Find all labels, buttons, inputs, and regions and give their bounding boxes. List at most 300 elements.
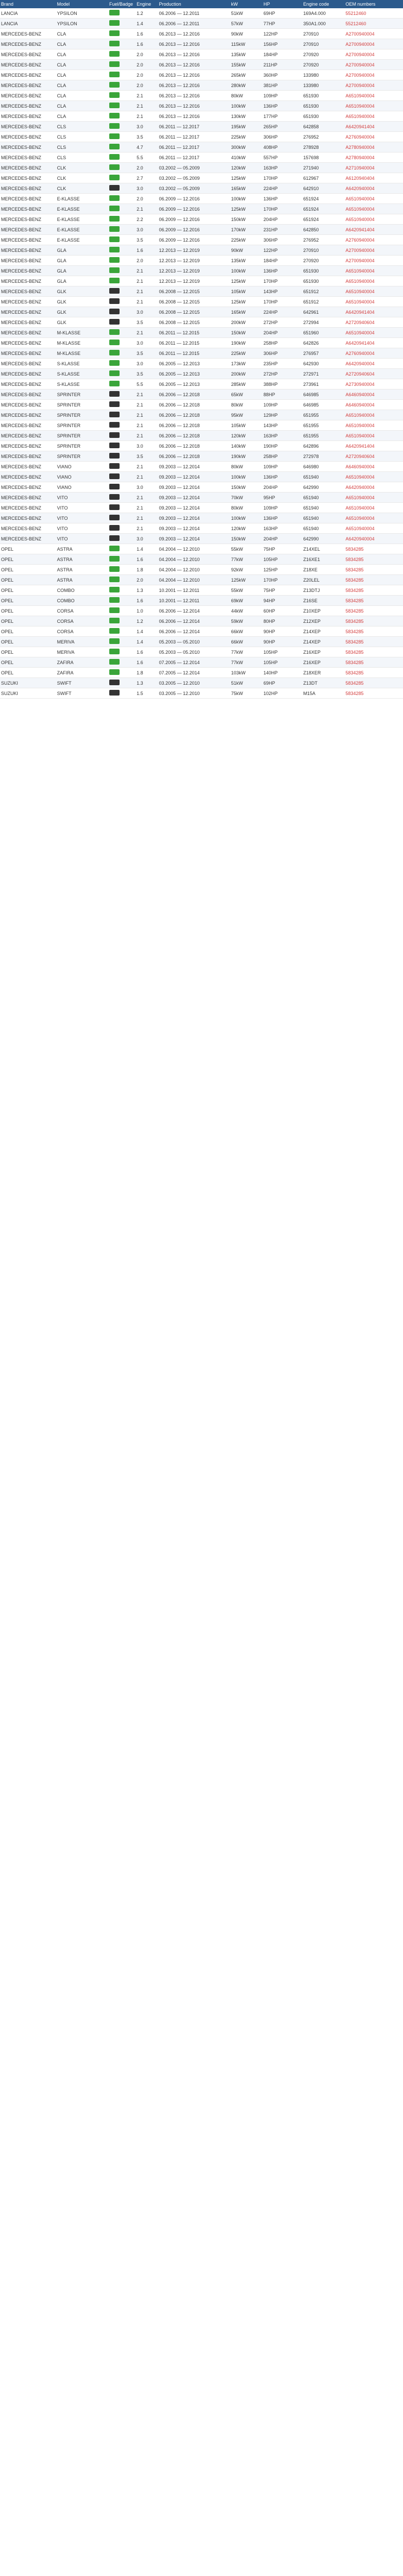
table-row <box>0 657 403 668</box>
table-cell: MERCEDES-BENZ <box>0 204 56 214</box>
table-row <box>0 565 403 575</box>
fuel-badge-icon <box>109 587 120 592</box>
table-cell: 100kW <box>230 472 262 482</box>
table-row <box>0 297 403 307</box>
table-cell: MERCEDES-BENZ <box>0 493 56 503</box>
fuel-badge-cell <box>108 225 136 235</box>
table-cell: MERCEDES-BENZ <box>0 328 56 338</box>
table-cell: OPEL <box>0 647 56 657</box>
table-cell: 77kW <box>230 657 262 668</box>
table-cell: 5834285 <box>345 565 403 575</box>
table-cell: A2720940604 <box>345 369 403 379</box>
fuel-badge-cell <box>108 647 136 657</box>
table-cell: 150kW <box>230 534 262 544</box>
table-cell: 155kW <box>230 60 262 70</box>
table-cell: CLS <box>56 122 108 132</box>
table-cell: MERCEDES-BENZ <box>0 60 56 70</box>
table-cell: 109HP <box>262 462 302 472</box>
table-cell: 44kW <box>230 606 262 616</box>
table-cell: A2700940004 <box>345 256 403 266</box>
table-cell: 09.2003 — 12.2014 <box>158 523 230 534</box>
table-cell: OPEL <box>0 565 56 575</box>
fuel-badge-cell <box>108 400 136 410</box>
table-cell: GLK <box>56 286 108 297</box>
table-cell: 651955 <box>302 420 344 431</box>
table-cell: Z12XEP <box>302 616 344 626</box>
table-cell: 1.8 <box>136 668 158 678</box>
table-cell: 5834285 <box>345 647 403 657</box>
table-cell: 3.0 <box>136 534 158 544</box>
table-cell: 125kW <box>230 204 262 214</box>
fuel-badge-icon <box>109 236 120 242</box>
fuel-badge-icon <box>109 535 120 541</box>
table-cell: 06.2005 — 12.2013 <box>158 359 230 369</box>
table-row <box>0 101 403 111</box>
table-cell: MERCEDES-BENZ <box>0 194 56 204</box>
table-cell: A6510940004 <box>345 111 403 122</box>
fuel-badge-icon <box>109 556 120 562</box>
table-cell: A6120940404 <box>345 173 403 183</box>
table-cell: 224HP <box>262 307 302 317</box>
fuel-badge-cell <box>108 544 136 554</box>
table-cell: 173kW <box>230 359 262 369</box>
table-cell: 225kW <box>230 235 262 245</box>
table-cell: MERCEDES-BENZ <box>0 214 56 225</box>
fuel-badge-icon <box>109 92 120 98</box>
table-cell: 06.2008 — 12.2015 <box>158 297 230 307</box>
table-cell: 2.1 <box>136 513 158 523</box>
parts-application-page <box>0 0 403 699</box>
table-cell: 200kW <box>230 369 262 379</box>
table-cell: 410kW <box>230 152 262 163</box>
fuel-badge-cell <box>108 493 136 503</box>
table-cell: 270920 <box>302 256 344 266</box>
table-cell: MERCEDES-BENZ <box>0 163 56 173</box>
table-cell: 06.2011 — 12.2017 <box>158 152 230 163</box>
fuel-badge-cell <box>108 235 136 245</box>
fuel-badge-icon <box>109 515 120 520</box>
table-row <box>0 369 403 379</box>
table-cell: MERCEDES-BENZ <box>0 338 56 348</box>
table-row <box>0 348 403 359</box>
table-cell: LANCIA <box>0 19 56 29</box>
fuel-badge-icon <box>109 381 120 386</box>
table-row <box>0 668 403 678</box>
fuel-badge-cell <box>108 431 136 441</box>
table-cell: A6510940004 <box>345 101 403 111</box>
table-cell: SUZUKI <box>0 678 56 688</box>
table-cell: S-KLASSE <box>56 359 108 369</box>
fuel-badge-icon <box>109 391 120 397</box>
fuel-badge-icon <box>109 649 120 654</box>
fuel-badge-icon <box>109 267 120 273</box>
table-row <box>0 379 403 389</box>
table-cell: 105kW <box>230 420 262 431</box>
table-cell: GLK <box>56 307 108 317</box>
table-cell: MERCEDES-BENZ <box>0 513 56 523</box>
table-cell: A6510940004 <box>345 328 403 338</box>
table-row <box>0 266 403 276</box>
table-cell: 612967 <box>302 173 344 183</box>
fuel-badge-icon <box>109 546 120 551</box>
table-cell: A6510940004 <box>345 194 403 204</box>
table-row <box>0 503 403 513</box>
fuel-badge-icon <box>109 309 120 314</box>
table-cell: 272994 <box>302 317 344 328</box>
table-cell: 10.2001 — 12.2011 <box>158 585 230 596</box>
table-cell: 120kW <box>230 523 262 534</box>
table-cell: MERCEDES-BENZ <box>0 173 56 183</box>
table-cell: 09.2003 — 12.2014 <box>158 534 230 544</box>
table-cell: MERCEDES-BENZ <box>0 297 56 307</box>
table-row <box>0 596 403 606</box>
table-cell: 55212460 <box>345 8 403 19</box>
table-row <box>0 400 403 410</box>
table-cell: CLS <box>56 152 108 163</box>
fuel-badge-icon <box>109 525 120 531</box>
table-cell: 2.0 <box>136 70 158 80</box>
table-cell: 06.2011 — 12.2017 <box>158 122 230 132</box>
table-cell: 04.2004 — 12.2010 <box>158 554 230 565</box>
table-cell: 1.4 <box>136 626 158 637</box>
table-cell: 1.3 <box>136 678 158 688</box>
table-cell: 12.2013 — 12.2019 <box>158 276 230 286</box>
column-header: Model <box>56 0 108 8</box>
fuel-badge-cell <box>108 19 136 29</box>
table-row <box>0 49 403 60</box>
table-cell: 12.2013 — 12.2019 <box>158 245 230 256</box>
table-cell: 211HP <box>262 60 302 70</box>
table-cell: 09.2003 — 12.2014 <box>158 503 230 513</box>
table-cell: 06.2006 — 12.2018 <box>158 410 230 420</box>
table-cell: 170kW <box>230 225 262 235</box>
table-cell: 06.2009 — 12.2016 <box>158 194 230 204</box>
fuel-badge-cell <box>108 245 136 256</box>
table-cell: 06.2009 — 12.2016 <box>158 214 230 225</box>
table-row <box>0 163 403 173</box>
table-cell: SWIFT <box>56 678 108 688</box>
table-cell: 642896 <box>302 441 344 451</box>
table-cell: 2.7 <box>136 173 158 183</box>
table-cell: 75kW <box>230 688 262 699</box>
table-cell: ASTRA <box>56 554 108 565</box>
table-cell: 204HP <box>262 214 302 225</box>
table-cell: 109HP <box>262 503 302 513</box>
table-row <box>0 451 403 462</box>
table-cell: 270910 <box>302 29 344 39</box>
table-row <box>0 91 403 101</box>
table-cell: A6420940004 <box>345 183 403 194</box>
fuel-badge-cell <box>108 317 136 328</box>
table-cell: A2730940004 <box>345 379 403 389</box>
table-cell: 06.2009 — 12.2016 <box>158 225 230 235</box>
table-cell: 1.6 <box>136 657 158 668</box>
table-cell: 184HP <box>262 256 302 266</box>
table-cell: 57kW <box>230 19 262 29</box>
fuel-badge-icon <box>109 164 120 170</box>
table-cell: A6510940004 <box>345 410 403 420</box>
table-cell: 156HP <box>262 39 302 49</box>
table-cell: 270920 <box>302 60 344 70</box>
table-cell: 80kW <box>230 503 262 513</box>
table-cell: 276957 <box>302 348 344 359</box>
table-cell: 135kW <box>230 256 262 266</box>
table-cell: 03.2005 — 12.2010 <box>158 678 230 688</box>
table-row <box>0 462 403 472</box>
table-cell: 190HP <box>262 441 302 451</box>
table-cell: OPEL <box>0 657 56 668</box>
table-cell: CLS <box>56 132 108 142</box>
table-cell: E-KLASSE <box>56 204 108 214</box>
table-cell: 642910 <box>302 183 344 194</box>
table-cell: M15A <box>302 688 344 699</box>
table-cell: 133980 <box>302 70 344 80</box>
table-cell: 150kW <box>230 328 262 338</box>
table-cell: 05.2003 — 05.2010 <box>158 647 230 657</box>
fuel-badge-icon <box>109 443 120 448</box>
table-cell: 2.1 <box>136 266 158 276</box>
table-cell: 80HP <box>262 616 302 626</box>
fuel-badge-cell <box>108 39 136 49</box>
table-cell: CLA <box>56 29 108 39</box>
table-row <box>0 183 403 194</box>
table-cell: MERCEDES-BENZ <box>0 400 56 410</box>
table-cell: ASTRA <box>56 575 108 585</box>
table-cell: 306HP <box>262 348 302 359</box>
fuel-badge-cell <box>108 204 136 214</box>
table-cell: OPEL <box>0 554 56 565</box>
table-cell: MERCEDES-BENZ <box>0 29 56 39</box>
table-cell: 5834285 <box>345 596 403 606</box>
table-cell: 651924 <box>302 204 344 214</box>
table-row <box>0 214 403 225</box>
fuel-badge-cell <box>108 163 136 173</box>
table-cell: 2.0 <box>136 256 158 266</box>
table-cell: 157698 <box>302 152 344 163</box>
table-cell: SPRINTER <box>56 451 108 462</box>
table-cell: 06.2013 — 12.2016 <box>158 101 230 111</box>
table-cell: A6420941404 <box>345 122 403 132</box>
table-cell: 133980 <box>302 80 344 91</box>
table-row <box>0 19 403 29</box>
table-cell: 3.5 <box>136 235 158 245</box>
table-cell: 06.2008 — 12.2015 <box>158 317 230 328</box>
table-cell: 2.0 <box>136 80 158 91</box>
table-cell: 651960 <box>302 328 344 338</box>
table-cell: 163HP <box>262 431 302 441</box>
table-cell: OPEL <box>0 596 56 606</box>
table-cell: 642990 <box>302 482 344 493</box>
fuel-badge-cell <box>108 328 136 338</box>
table-cell: OPEL <box>0 626 56 637</box>
table-cell: 66kW <box>230 637 262 647</box>
table-cell: 2.1 <box>136 286 158 297</box>
table-cell: 642858 <box>302 122 344 132</box>
table-cell: COMBO <box>56 596 108 606</box>
fuel-badge-icon <box>109 82 120 88</box>
table-cell: A6510940004 <box>345 297 403 307</box>
table-row <box>0 534 403 544</box>
fuel-badge-icon <box>109 195 120 201</box>
table-cell: MERCEDES-BENZ <box>0 111 56 122</box>
table-cell: MERCEDES-BENZ <box>0 91 56 101</box>
table-cell: Z18XE <box>302 565 344 575</box>
table-cell: 1.5 <box>136 688 158 699</box>
fuel-badge-cell <box>108 194 136 204</box>
table-cell: Z14XEP <box>302 637 344 647</box>
table-cell: 300kW <box>230 142 262 152</box>
table-cell: 102HP <box>262 688 302 699</box>
fuel-badge-icon <box>109 494 120 500</box>
fuel-badge-icon <box>109 370 120 376</box>
table-cell: 2.1 <box>136 400 158 410</box>
table-cell: 200kW <box>230 317 262 328</box>
table-row <box>0 132 403 142</box>
table-cell: 224HP <box>262 183 302 194</box>
fuel-badge-cell <box>108 369 136 379</box>
fuel-badge-icon <box>109 422 120 428</box>
fuel-badge-cell <box>108 554 136 565</box>
table-cell: 3.5 <box>136 132 158 142</box>
table-cell: 285kW <box>230 379 262 389</box>
table-cell: 3.0 <box>136 441 158 451</box>
table-row <box>0 173 403 183</box>
table-cell: 136HP <box>262 513 302 523</box>
table-cell: 5.5 <box>136 152 158 163</box>
table-cell: 94HP <box>262 596 302 606</box>
table-cell: A2700940004 <box>345 80 403 91</box>
table-cell: 109HP <box>262 400 302 410</box>
table-cell: 06.2006 — 12.2014 <box>158 606 230 616</box>
table-row <box>0 626 403 637</box>
table-row <box>0 441 403 451</box>
table-cell: 265kW <box>230 70 262 80</box>
table-cell: 09.2003 — 12.2014 <box>158 482 230 493</box>
table-cell: 170HP <box>262 276 302 286</box>
table-cell: 170HP <box>262 204 302 214</box>
table-cell: A6510940004 <box>345 214 403 225</box>
table-cell: 646980 <box>302 462 344 472</box>
table-cell: 06.2011 — 12.2017 <box>158 142 230 152</box>
table-cell: 169A4.000 <box>302 8 344 19</box>
fuel-badge-icon <box>109 278 120 283</box>
table-cell: 651930 <box>302 111 344 122</box>
table-cell: 105HP <box>262 657 302 668</box>
table-cell: MERCEDES-BENZ <box>0 431 56 441</box>
fuel-badge-icon <box>109 329 120 335</box>
table-cell: A6510940004 <box>345 420 403 431</box>
table-cell: YPSILON <box>56 19 108 29</box>
table-cell: 258HP <box>262 451 302 462</box>
table-cell: 95HP <box>262 493 302 503</box>
table-cell: M-KLASSE <box>56 338 108 348</box>
table-cell: A6510940004 <box>345 204 403 214</box>
table-cell: 2.1 <box>136 431 158 441</box>
table-cell: 55kW <box>230 585 262 596</box>
table-cell: MERCEDES-BENZ <box>0 410 56 420</box>
table-cell: 140kW <box>230 441 262 451</box>
table-cell: A2700940004 <box>345 70 403 80</box>
table-cell: 5834285 <box>345 657 403 668</box>
column-header: Brand <box>0 0 56 8</box>
table-cell: 09.2003 — 12.2014 <box>158 462 230 472</box>
table-cell: 3.0 <box>136 307 158 317</box>
table-cell: MERCEDES-BENZ <box>0 307 56 317</box>
table-cell: 270910 <box>302 245 344 256</box>
table-cell: 651940 <box>302 513 344 523</box>
table-cell: 170HP <box>262 575 302 585</box>
table-row <box>0 585 403 596</box>
table-row <box>0 328 403 338</box>
table-cell: 60HP <box>262 606 302 616</box>
table-cell: VIANO <box>56 482 108 493</box>
table-cell: MERCEDES-BENZ <box>0 122 56 132</box>
table-cell: E-KLASSE <box>56 214 108 225</box>
table-cell: GLA <box>56 276 108 286</box>
table-cell: 231HP <box>262 225 302 235</box>
table-cell: 2.1 <box>136 472 158 482</box>
table-cell: 270910 <box>302 39 344 49</box>
table-cell: M-KLASSE <box>56 348 108 359</box>
fuel-badge-icon <box>109 319 120 325</box>
fuel-badge-icon <box>109 680 120 685</box>
fuel-badge-icon <box>109 257 120 263</box>
fuel-badge-cell <box>108 688 136 699</box>
table-row <box>0 688 403 699</box>
table-cell: ASTRA <box>56 565 108 575</box>
table-cell: Z14XEL <box>302 544 344 554</box>
table-cell: 90HP <box>262 637 302 647</box>
table-cell: 651940 <box>302 523 344 534</box>
table-cell: 06.2013 — 12.2016 <box>158 49 230 60</box>
table-cell: 190kW <box>230 338 262 348</box>
table-row <box>0 307 403 317</box>
table-cell: 5.5 <box>136 379 158 389</box>
fuel-badge-cell <box>108 266 136 276</box>
table-cell: 170HP <box>262 173 302 183</box>
fuel-badge-cell <box>108 348 136 359</box>
table-row <box>0 317 403 328</box>
table-cell: CORSA <box>56 626 108 637</box>
table-cell: 75HP <box>262 544 302 554</box>
table-cell: 5834285 <box>345 554 403 565</box>
table-cell: 06.2008 — 12.2015 <box>158 286 230 297</box>
table-cell: 642930 <box>302 359 344 369</box>
table-cell: 408HP <box>262 142 302 152</box>
table-cell: 235HP <box>262 359 302 369</box>
table-cell: A6510940004 <box>345 276 403 286</box>
fuel-badge-cell <box>108 8 136 19</box>
fuel-badge-icon <box>109 577 120 582</box>
table-cell: 06.2013 — 12.2016 <box>158 80 230 91</box>
table-cell: 65kW <box>230 389 262 400</box>
table-cell: CLA <box>56 49 108 60</box>
table-cell: MERCEDES-BENZ <box>0 317 56 328</box>
fuel-badge-cell <box>108 637 136 647</box>
table-row <box>0 235 403 245</box>
fuel-badge-cell <box>108 142 136 152</box>
table-cell: SWIFT <box>56 688 108 699</box>
table-cell: MERCEDES-BENZ <box>0 389 56 400</box>
table-cell: 646985 <box>302 400 344 410</box>
column-header: Fuel/Badge <box>108 0 136 8</box>
table-cell: CLA <box>56 60 108 70</box>
table-cell: ZAFIRA <box>56 657 108 668</box>
fuel-badge-cell <box>108 152 136 163</box>
fuel-badge-icon <box>109 103 120 108</box>
table-cell: 51kW <box>230 8 262 19</box>
table-cell: 2.1 <box>136 91 158 101</box>
